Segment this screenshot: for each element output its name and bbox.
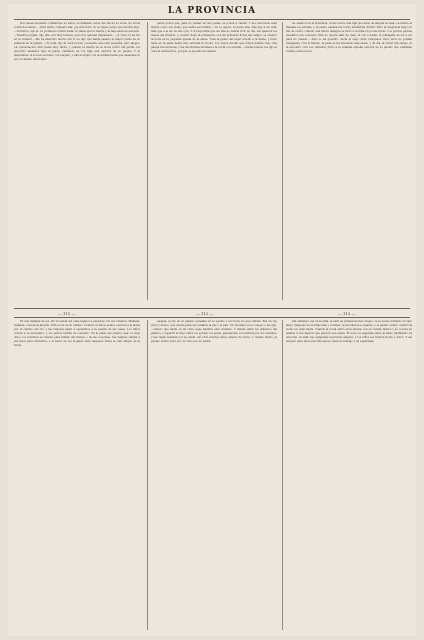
article-column-5 [151, 320, 277, 632]
folio-left: — 111 — [58, 311, 76, 316]
column-text: Dos meses llevaban confiándole su amor, se hallaban cerca del día de su boda. Su novia volvía del campo. —Esta tarde, contestó ella: ¡ya eres mío!; no te vayas, tengo que decirte algo. —Nosotros, dijo él, no podemos ocultar nada; tú sabes que tu madre y la mía están de acuerdo. —Nuestros papás, dijo ella, son muy buenos; pero nos quieren demasiado. —¡Y cómo te ha ido en la ciudad? —Me he aburrido mucho sin tí. Le dijo que había pasado la mayor parte de su estancia en la iglesia. —Tu vida, dijo él, será la mía, y nuestra casa será pequeña, pero alegre. La conversación duró hasta muy tarde, y cuando la madre de la novia volvió del jardín, los encontró sentados bajo la parra, cantando en voz baja una canción de su pueblo. Y al despedirse, él le besó la mano con respeto, y ella le siguió con la mirada hasta que desapareció por el camino del molino. [14, 22, 140, 61]
article-column-2 [151, 22, 277, 302]
folio-center: — 112 — [196, 311, 214, 316]
column-divider [147, 320, 148, 630]
article-column-4 [14, 320, 140, 632]
column-divider [147, 22, 148, 300]
fold-rule [14, 308, 410, 309]
column-text: gente pobre que, para no pensar en sus penas, se ponen a cantar. Y sus canciones eran tristes como sus vidas, que nadie escuchaba. —Yo te quiero, le decía ella, más que a mi vida; más que a la luz de mis ojos. Y él respondía que sin ella no sabría vivir un día. Así pasaron los meses del invierno, y cuando llegó la primavera, con las primeras flores del campo, se celebró la boda en la pequeña iglesia de la aldea. Toda la gente del lugar acudió a la fiesta, y hubo baile en la plaza hasta muy entrada la noche. Los viejos decían que nunca habían visto una pareja tan hermosa, y las muchachas miraban a la novia con envidia. —Seréis felices, les dijo el cura al bendecirlos, porque os queréis de verdad. [151, 22, 277, 53]
column-text: pasada, el rey en su palacio pensaba en su pueblo y en todos los que sufrían. Era un rey justo y bueno, que quería para sus vasallos la paz y el pan. Un día llamó a su consejo y les dijo: —Quiero que nadie en mi reino pase hambre este invierno. Y mandó abrir los graneros del palacio, y repartir el trigo entre los pobres. La gente, agradecida, le bendecía por los caminos, y las viejas rezaban por su salud. Así vivió muchos años, amado de todos, y cuando murió, el pueblo entero lloró por él como por un padre. [151, 320, 277, 343]
column-divider [282, 320, 283, 630]
article-column-1 [14, 22, 140, 302]
header-rule [14, 19, 410, 20]
article-column-6 [286, 320, 412, 632]
newspaper-page [8, 4, 416, 636]
column-divider [282, 22, 283, 300]
column-text: Sin embargo, las de la niña, al salir en primavera del colegio, se le quedó mirando un rato largo. Después de muchas idas y venidas, se decidieron a casarse, y el pueblo entero celebró la boda con gran fiesta. Cuando la novia entró en la iglesia, con su vestido blanco y su corona de azahar, todos dijeron que parecía una santa. El novio la esperaba junto al altar, temblando de emoción. Al salir, las campanas repicaron alegres, y los niños les tiraron flores y arroz. Y así empezó para ellos una vida nueva, llena de trabajo y de esperanza. [286, 320, 412, 343]
article-column-3 [286, 22, 412, 302]
folio-rule [14, 317, 410, 318]
masthead: LA PROVINCIA [167, 6, 257, 16]
column-text: Es una mañana de sol. Por la senda del valle bajan los pastores con sus rebaños. Mañana, mañana, volverá la alegría. Verá el sol en su camino. Cuando el día se acaba, vuelven a la aldea por el camino del río, y las mujeres salen a esperarlos a la puerta de las casas. Los niños corren a su encuentro, y los perros ladran de contento. En la plaza del pueblo, bajo el viejo olmo, los hombres se reúnen para hablar del tiempo y de las cosechas. Las madres cantan a sus hijos para dormirlos, y el humo de los hogares sube despacio hacia el cielo limpio de la tarde. [14, 320, 140, 347]
folio-right: — 113 — [338, 311, 356, 316]
column-text: Se casaron en la Dominica. Al año nació una hija que llenó de alegría la casa. La madre la llamaba su estrella, y el padre pasaba las horas mirándola dormir. Pero la desgracia llegó un día de otoño, cuando una fiebre maligna se llevó a la niña en pocas horas. Los pobres padres quedaron sin consuelo. Ella no quería salir de casa, ni ver a nadie; él trabajaba de sol a sol para no pensar. —Dios lo ha querido, decía el viejo cura; resignaos. Pero ellos no podían resignarse. Con el tiempo, la pena se fue haciendo más suave, y un día, al volver del campo, él la encontró otra vez cantando junto a la ventana aquella canción de su pueblo que cantaban cuando eran novios. [286, 22, 412, 53]
